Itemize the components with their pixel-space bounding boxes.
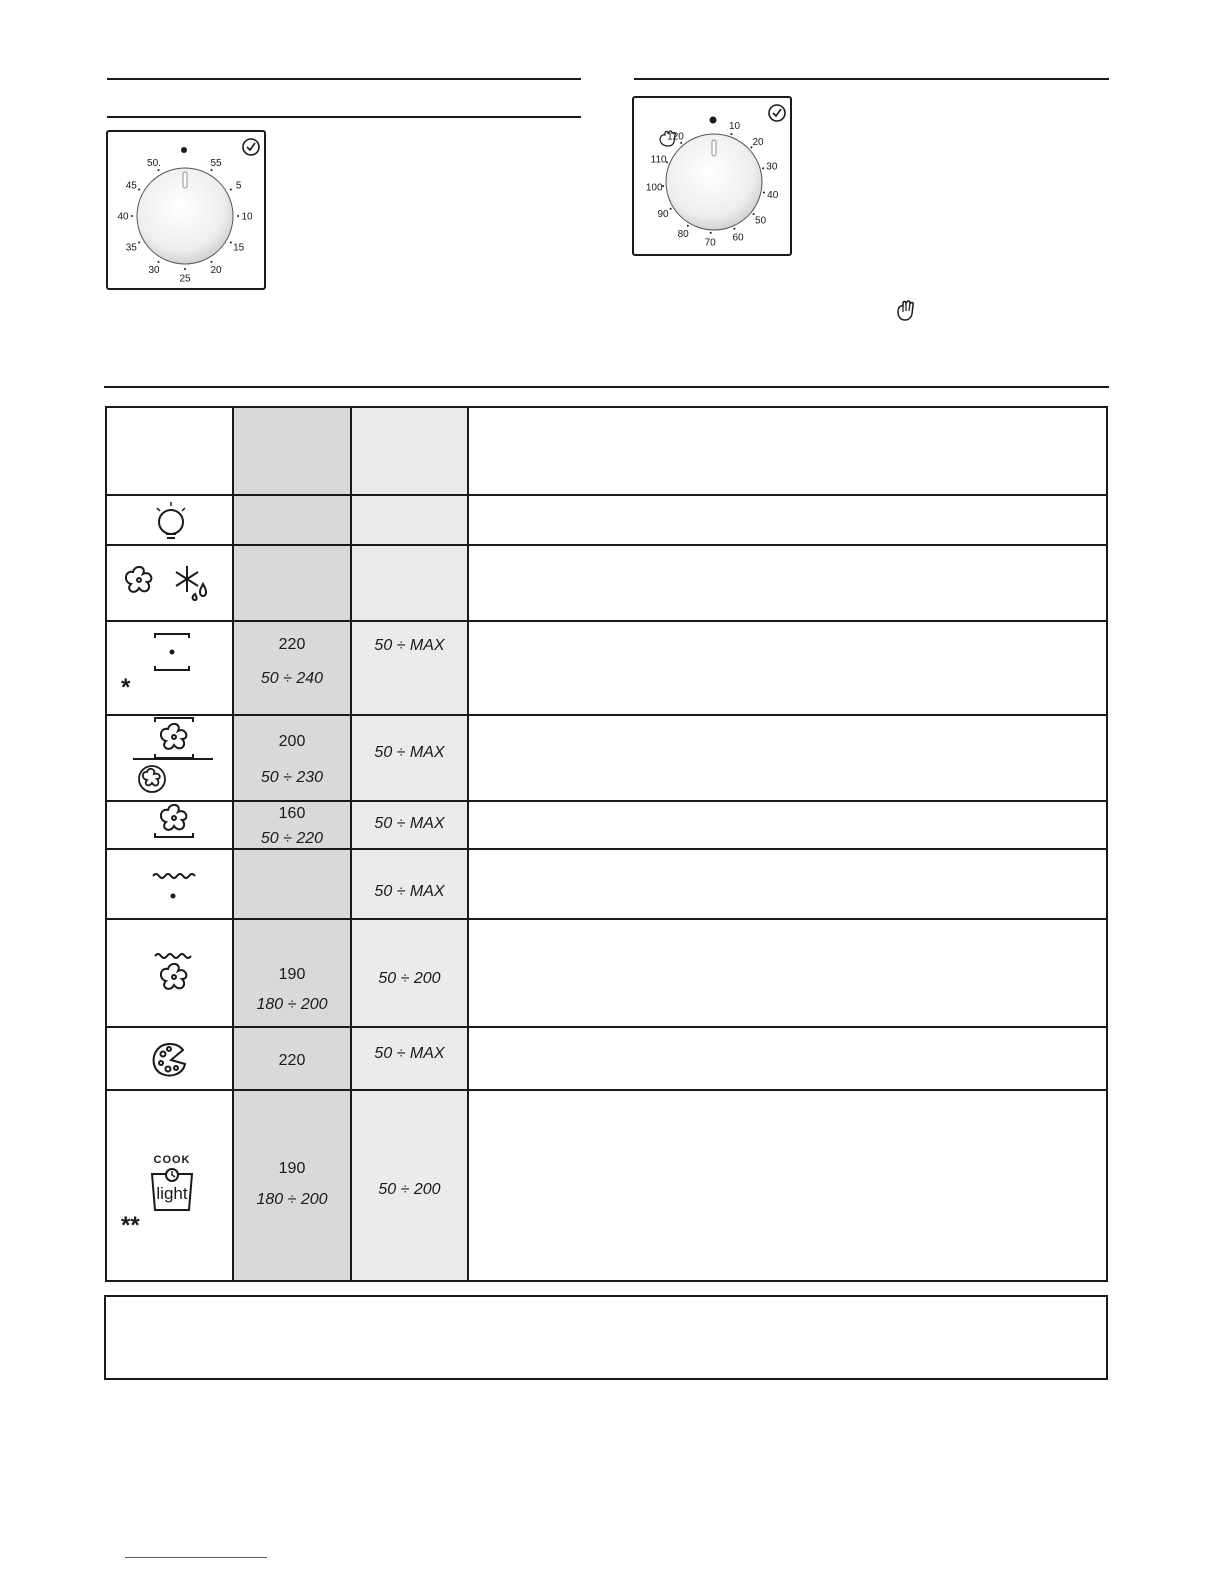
duration-dial-number: 110: [650, 154, 667, 166]
duration-dial-tick: [687, 225, 689, 227]
temp-range-50-220: 50 ÷ 220: [260, 830, 324, 847]
double-asterisk-mark: **: [121, 1212, 140, 1239]
duration-dial-number: 40: [767, 189, 779, 201]
rule-table-top: [104, 386, 1109, 388]
duration-dial-tick: [763, 191, 765, 193]
fan-grill-icon: [149, 948, 199, 996]
timer-dial-tick: [211, 261, 213, 263]
duration-knob-indicator: [712, 140, 716, 156]
cook-light-bottom-text: light: [156, 1184, 188, 1203]
temp-default-200: 200: [278, 733, 306, 750]
duration-dial-number: 30: [766, 161, 778, 173]
temp-default-220: 220: [278, 636, 306, 653]
grill-range: 50 ÷ MAX: [374, 744, 445, 761]
top-bottom-heat-icon: [147, 630, 197, 680]
timer-dial-tick: [158, 169, 160, 171]
grill-range: 50 ÷ 200: [378, 970, 441, 987]
timer-dial-number: 5: [235, 180, 242, 192]
temp-range-50-230: 50 ÷ 230: [260, 769, 324, 786]
timer-dial-tick: [230, 189, 232, 191]
table-row-divider: [107, 918, 1106, 920]
duration-dial-number: 120: [667, 131, 684, 143]
function-table: [105, 406, 1108, 1282]
duration-dial-number: 100: [645, 182, 663, 194]
timer-check-icon: [769, 105, 785, 121]
cook-light-top-text: COOK: [153, 1154, 191, 1166]
oven-lamp-icon: [147, 498, 195, 542]
grill-column-bg: [351, 408, 468, 1280]
timer-knob-indicator: [183, 172, 187, 188]
table-row-divider: [107, 848, 1106, 850]
timer-dial-tick: [158, 261, 160, 263]
rule-right-top: [634, 78, 1109, 80]
timer-dial-number: 50.: [147, 157, 161, 169]
timer-dial-number: 25: [179, 273, 191, 285]
duration-dial-number: 50: [755, 215, 767, 227]
timer-dial-number: 35: [125, 242, 137, 254]
asterisk-mark: *: [121, 674, 131, 701]
duration-dial-number: 80: [677, 228, 689, 240]
timer-dial-tick: [138, 242, 140, 244]
grill-range: 50 ÷ MAX: [374, 1045, 445, 1062]
table-row-divider: [107, 800, 1106, 802]
timer-dial-tick: [211, 169, 213, 171]
grill-range: 50 ÷ MAX: [374, 815, 445, 832]
fan-forced-icon: [149, 716, 199, 760]
fan-bottom-heat-icon: [149, 803, 199, 843]
temp-default-190: 190: [278, 1160, 306, 1177]
fan-circle-icon: [135, 762, 169, 796]
fan-defrost-icon: [121, 558, 221, 608]
timer-dial-tick: [230, 242, 232, 244]
timer-dial-number: 30: [148, 265, 160, 277]
duration-dial-number: 90: [657, 209, 669, 221]
duration-dial-number: 70: [704, 237, 716, 249]
timer-dial-number: 15: [233, 242, 245, 254]
temp-range-180-200: 180 ÷ 200: [256, 996, 328, 1013]
rule-left-second: [107, 116, 581, 118]
duration-dial-tick: [730, 133, 732, 135]
grill-range: 50 ÷ MAX: [374, 637, 445, 654]
temp-default-160: 160: [278, 805, 306, 822]
temp-range-180-200: 180 ÷ 200: [256, 1191, 328, 1208]
timer-dial-number: 55: [210, 157, 222, 169]
timer-check-icon: [243, 139, 259, 155]
grill-range: 50 ÷ MAX: [374, 883, 445, 900]
grill-icon: [149, 866, 199, 906]
timer-dial-number: 40: [117, 211, 129, 223]
note-box: [104, 1295, 1108, 1380]
duration-dial-tick: [733, 228, 735, 230]
duration-dial-panel: [632, 96, 792, 256]
duration-dial-number: 60: [732, 232, 744, 244]
grill-range: 50 ÷ 200: [378, 1181, 441, 1198]
timer-dial-tick: [237, 215, 239, 217]
timer-dial-panel: [106, 130, 266, 290]
duration-dial-tick: [670, 208, 672, 210]
timer-dial-number: 45: [125, 180, 137, 192]
timer-dial-tick: [131, 215, 133, 217]
rule-left-top: [107, 78, 581, 80]
table-row-divider: [107, 494, 1106, 496]
temp-default-220: 220: [278, 1052, 306, 1069]
temp-range-50-240: 50 ÷ 240: [260, 670, 324, 687]
duration-dial-number: 20: [752, 136, 764, 148]
pizza-icon: [147, 1038, 197, 1082]
table-row-divider: [107, 714, 1106, 716]
hand-icon: [893, 300, 917, 324]
temp-default-190: 190: [278, 966, 306, 983]
timer-dial-number: 10: [241, 211, 253, 223]
cook-light-icon: [147, 1154, 197, 1214]
timer-zero-dot: [181, 147, 187, 153]
table-row-divider: [107, 1089, 1106, 1091]
timer-dial-number: 20: [210, 265, 222, 277]
footer-link-underline[interactable]: [125, 1557, 267, 1558]
duration-dial-number: 10: [728, 121, 741, 133]
table-row-divider: [107, 1026, 1106, 1028]
table-col-divider: [467, 408, 469, 1280]
table-row-divider: [107, 620, 1106, 622]
duration-dial-tick: [710, 232, 712, 234]
timer-dial-tick: [184, 268, 186, 270]
table-row-divider: [107, 544, 1106, 546]
timer-dial-tick: [138, 189, 140, 191]
duration-zero-dot: [710, 117, 717, 124]
duration-dial-tick: [762, 167, 764, 169]
